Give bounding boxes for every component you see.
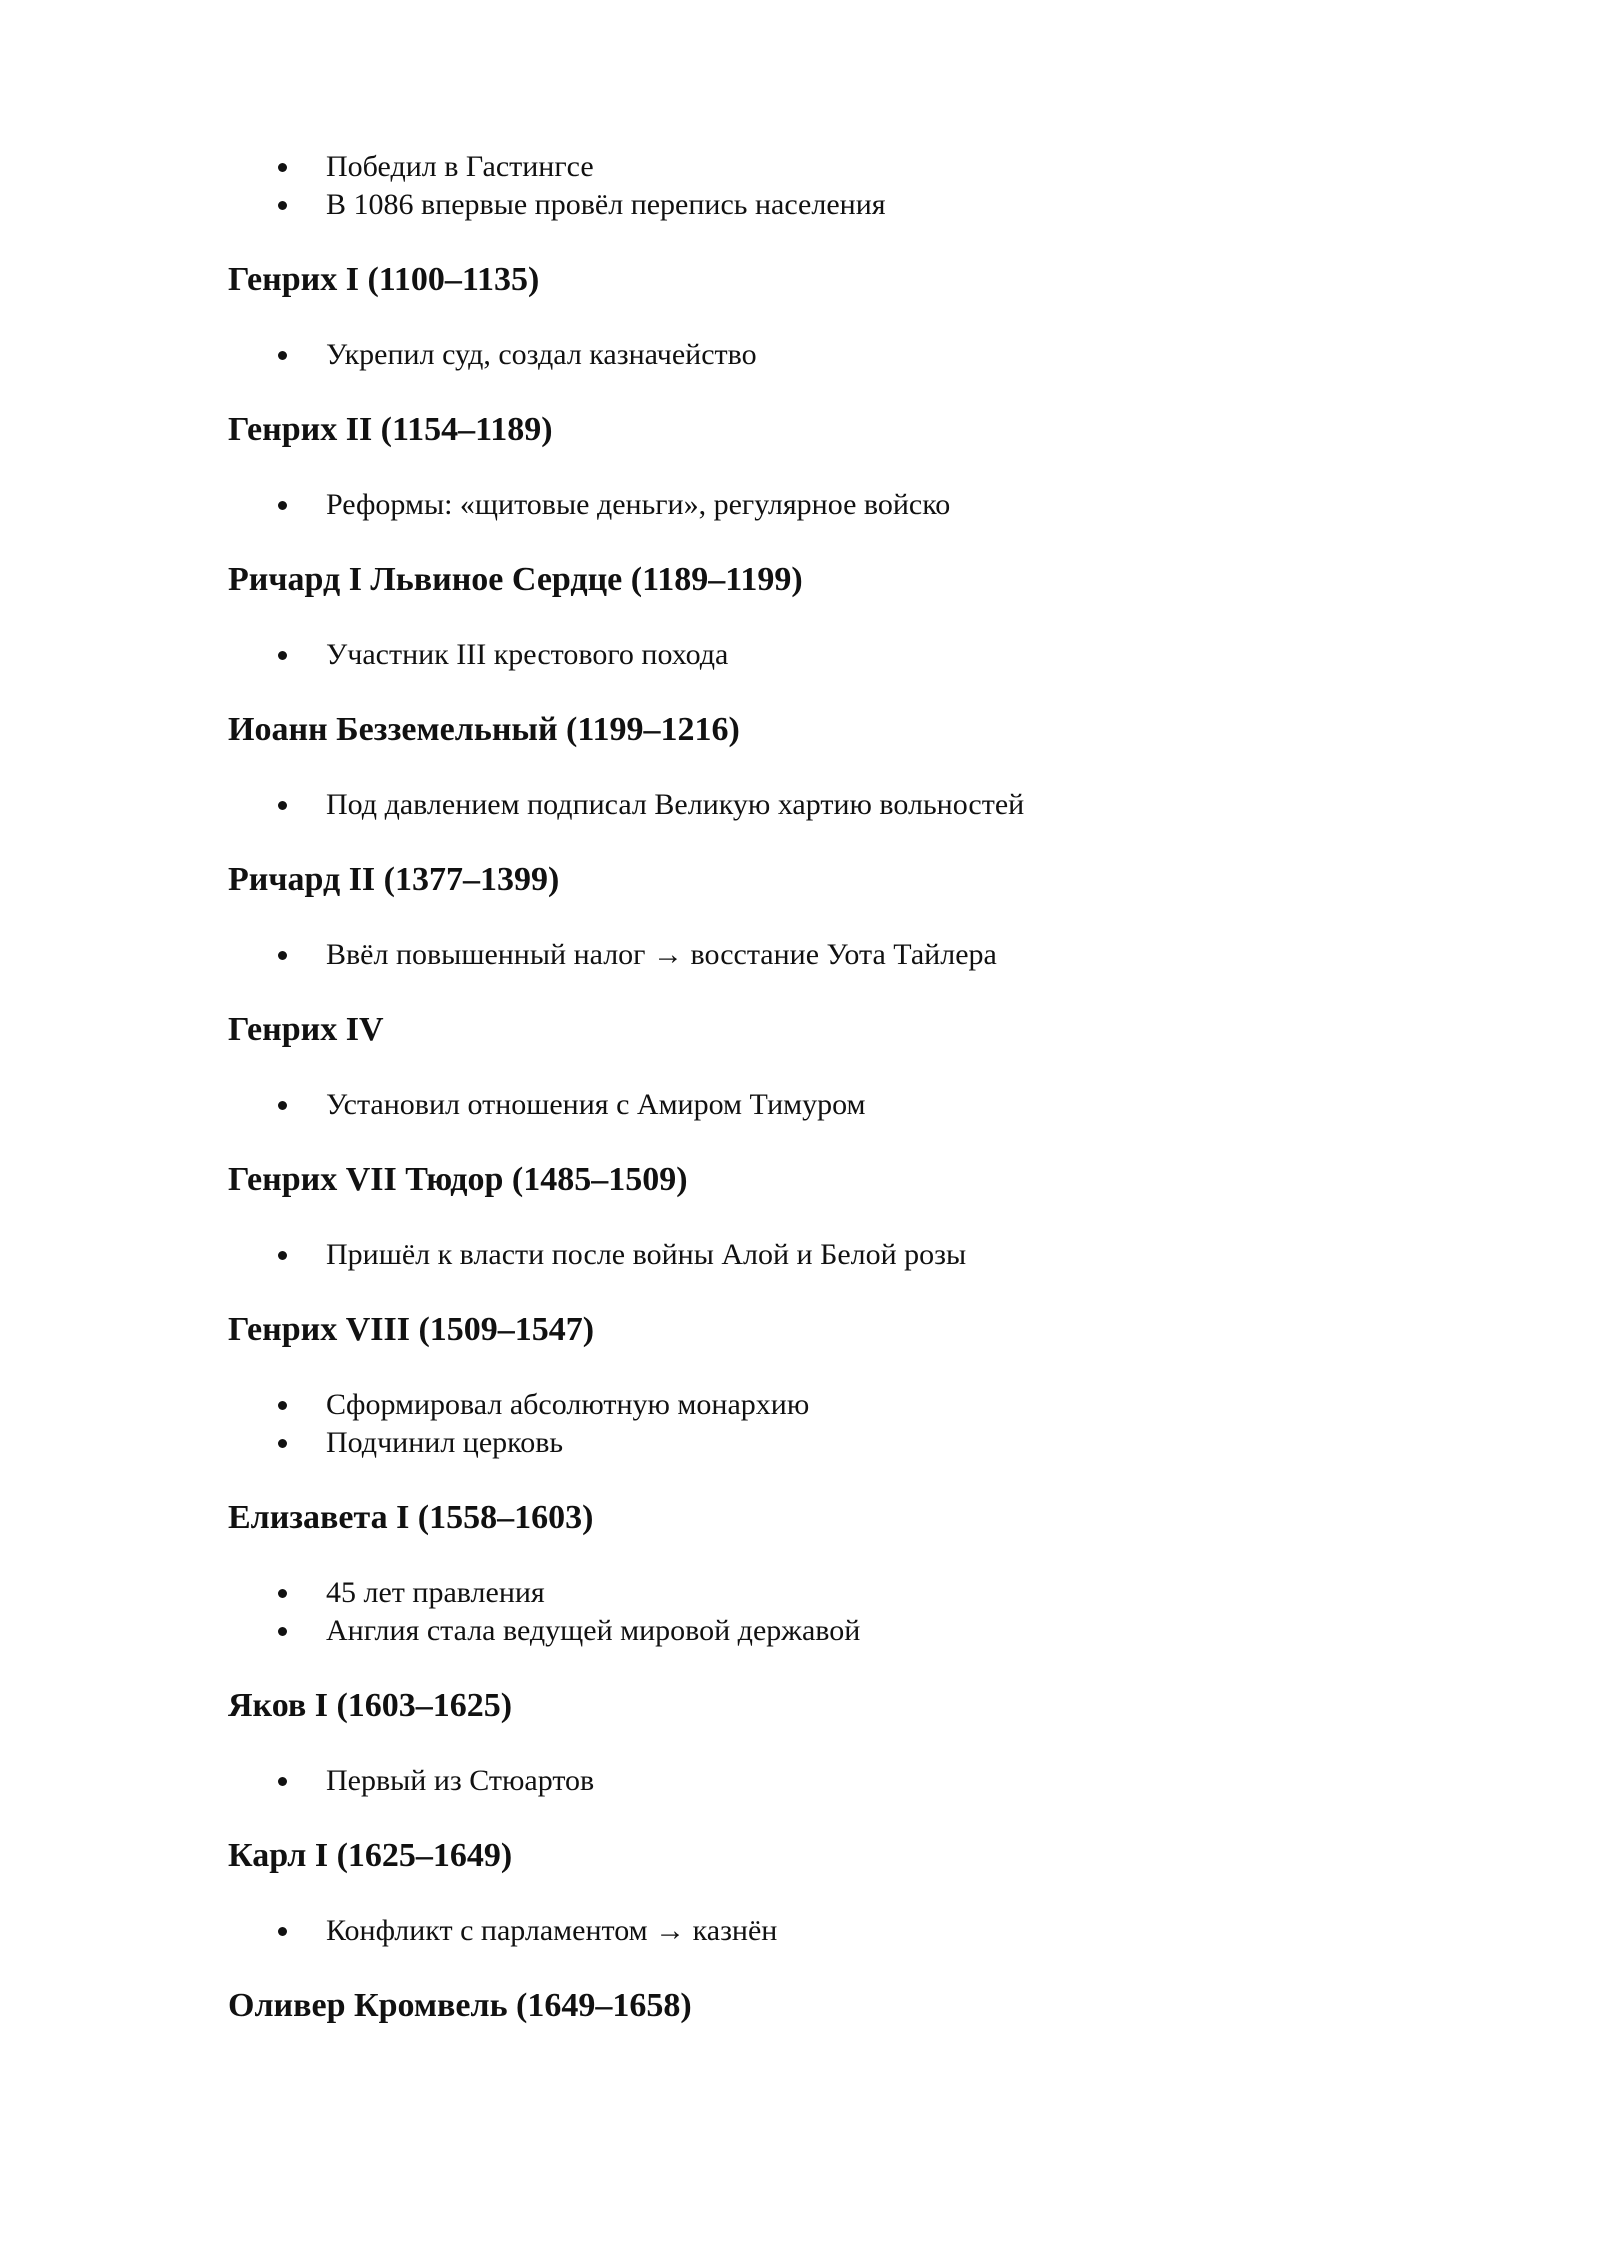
list-item — [228, 486, 1428, 524]
section-henry-vii — [228, 1160, 1428, 1274]
bullet-icon — [278, 801, 287, 810]
list-item — [228, 786, 1428, 824]
bullet-icon — [278, 951, 287, 960]
intro-bullet-list — [228, 148, 1428, 224]
bullet-icon — [278, 1589, 287, 1598]
section-john — [228, 710, 1428, 824]
section-heading: Ричард I Львиное Сердце (1189–1199) — [228, 561, 803, 598]
bullet-icon — [278, 1927, 287, 1936]
section-heading: Оливер Кромвель (1649–1658) — [228, 1987, 692, 2024]
list-item-text: Англия стала ведущей мировой державой — [326, 1614, 861, 1647]
section-henry-viii — [228, 1310, 1428, 1462]
section-bullet-list — [228, 1574, 1428, 1650]
section-bullet-list — [228, 1762, 1428, 1800]
list-item — [228, 1912, 1428, 1950]
section-bullet-list — [228, 1912, 1428, 1950]
list-item-text: Пришёл к власти после войны Алой и Белой розы — [326, 1238, 967, 1271]
list-item — [228, 336, 1428, 374]
section-heading: Генрих VII Тюдор (1485–1509) — [228, 1161, 688, 1198]
list-item-text: Участник III крестового похода — [326, 638, 729, 671]
section-elizabeth-i — [228, 1498, 1428, 1650]
section-heading: Иоанн Безземельный (1199–1216) — [228, 711, 740, 748]
list-item — [228, 1386, 1428, 1424]
bullet-icon — [278, 201, 287, 210]
section-heading: Генрих II (1154–1189) — [228, 411, 553, 448]
section-heading: Генрих I (1100–1135) — [228, 261, 540, 298]
bullet-icon — [278, 163, 287, 172]
section-richard-ii — [228, 860, 1428, 974]
section-henry-iv — [228, 1010, 1428, 1124]
section-cromwell — [228, 1986, 1428, 2026]
list-item-text: Конфликт с парламентом → казнён — [326, 1914, 778, 1947]
section-bullet-list — [228, 936, 1428, 974]
list-item-text: Первый из Стюартов — [326, 1764, 595, 1797]
bullet-icon — [278, 501, 287, 510]
bullet-icon — [278, 1251, 287, 1260]
list-item-text: Установил отношения с Амиром Тимуром — [326, 1088, 866, 1121]
list-item-text: Ввёл повышенный налог → восстание Уота Тайлера — [326, 938, 997, 971]
list-item — [228, 1086, 1428, 1124]
bullet-icon — [278, 1627, 287, 1636]
list-item — [228, 1574, 1428, 1612]
section-bullet-list — [228, 486, 1428, 524]
list-item-text: Под давлением подписал Великую хартию вольностей — [326, 788, 1025, 821]
list-item — [228, 1612, 1428, 1650]
section-henry-ii — [228, 410, 1428, 524]
list-item-text: Реформы: «щитовые деньги», регулярное войско — [326, 488, 951, 521]
list-item-text: В 1086 впервые провёл перепись населения — [326, 188, 886, 221]
section-heading: Генрих VIII (1509–1547) — [228, 1311, 595, 1348]
list-item — [228, 186, 1428, 224]
section-heading: Ричард II (1377–1399) — [228, 861, 560, 898]
bullet-icon — [278, 1401, 287, 1410]
bullet-icon — [278, 351, 287, 360]
document-content — [228, 148, 1428, 2026]
section-richard-i — [228, 560, 1428, 674]
section-bullet-list — [228, 636, 1428, 674]
section-heading: Яков I (1603–1625) — [228, 1687, 513, 1724]
section-bullet-list — [228, 1086, 1428, 1124]
bullet-icon — [278, 1439, 287, 1448]
list-item-text: 45 лет правления — [326, 1576, 545, 1609]
list-item-text: Сформировал абсолютную монархию — [326, 1388, 810, 1421]
list-item-text: Победил в Гастингсе — [326, 150, 594, 183]
section-charles-i — [228, 1836, 1428, 1950]
list-item — [228, 1762, 1428, 1800]
bullet-icon — [278, 1101, 287, 1110]
list-item-text: Подчинил церковь — [326, 1426, 564, 1459]
list-item — [228, 936, 1428, 974]
list-item — [228, 1424, 1428, 1462]
section-bullet-list — [228, 336, 1428, 374]
section-bullet-list — [228, 786, 1428, 824]
section-bullet-list — [228, 1386, 1428, 1462]
list-item — [228, 1236, 1428, 1274]
section-heading: Карл I (1625–1649) — [228, 1837, 513, 1874]
bullet-icon — [278, 1777, 287, 1786]
list-item — [228, 636, 1428, 674]
list-item-text: Укрепил суд, создал казначейство — [326, 338, 757, 371]
section-heading: Елизавета I (1558–1603) — [228, 1499, 594, 1536]
section-heading: Генрих IV — [228, 1011, 384, 1048]
bullet-icon — [278, 651, 287, 660]
section-bullet-list — [228, 1236, 1428, 1274]
section-henry-i — [228, 260, 1428, 374]
list-item — [228, 148, 1428, 186]
section-james-i — [228, 1686, 1428, 1800]
